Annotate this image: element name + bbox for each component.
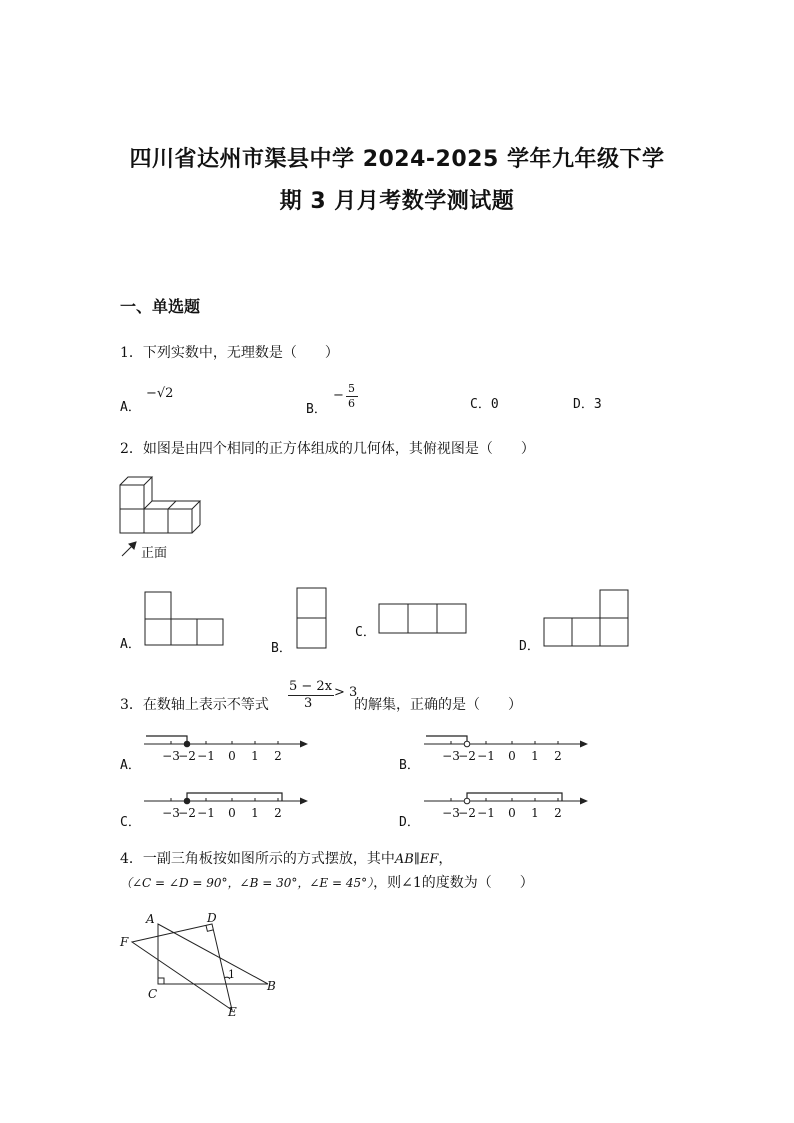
label-a: A — [146, 912, 155, 926]
q1-option-c-value: 0 — [490, 397, 499, 412]
q2-option-d-figure — [543, 589, 631, 649]
tick-label: −3 — [162, 806, 180, 820]
q3-option-c-letter: C． — [120, 815, 141, 830]
q1-option-b-sign: − — [333, 388, 344, 403]
q1-option-d-letter: D． — [573, 397, 594, 412]
solid-point — [184, 741, 190, 747]
tick-label: 0 — [508, 806, 516, 820]
page-title-line2: 期 3 月月考数学测试题 — [279, 189, 515, 214]
question-2-stem: 2．如图是由四个相同的正方体组成的几何体，其俯视图是（ ） — [120, 441, 535, 457]
label-f: F — [120, 935, 129, 949]
q1-option-d-value: 3 — [593, 397, 602, 412]
q3-option-b-number-line — [420, 730, 592, 766]
hollow-point — [464, 741, 470, 747]
tick-label: 2 — [554, 806, 562, 820]
q4-stem-ending: ，则∠1的度数为（ ） — [373, 875, 534, 891]
q1-option-b-denominator: 6 — [348, 397, 355, 410]
axis-arrow — [300, 741, 308, 748]
question-1-stem: 1．下列实数中，无理数是（ ） — [120, 345, 339, 361]
tick-label: −1 — [477, 806, 495, 820]
tick-label: 0 — [228, 806, 236, 820]
q2-option-c-letter: C． — [355, 625, 376, 640]
axis-arrow — [580, 741, 588, 748]
q3-option-a-number-line — [140, 730, 312, 766]
solid-point — [184, 798, 190, 804]
q3-inequality-rhs: > 3 — [334, 685, 358, 700]
q4-angle-conditions: （∠C = ∠D = 90°，∠B = 30°，∠E = 45°） — [120, 876, 374, 890]
q1-option-a-value: −√2 — [146, 386, 174, 401]
q1-option-c — [470, 393, 499, 412]
question-4-stem-line1 — [120, 848, 452, 868]
tick-label: −1 — [197, 806, 215, 820]
triangle-abc — [158, 924, 268, 984]
tick-label: −2 — [178, 749, 196, 763]
tick-label: −1 — [477, 749, 495, 763]
right-angle-c — [158, 978, 164, 984]
axis-arrow — [580, 798, 588, 805]
q3-fraction-numerator: 5 − 2x — [289, 679, 333, 694]
tick-label: 2 — [274, 806, 282, 820]
page-title-line1: 四川省达州市渠县中学 2024-2025 学年九年级下学 — [129, 147, 665, 172]
q1-option-d — [573, 393, 602, 412]
tick-label: −1 — [197, 749, 215, 763]
solution-ray — [426, 736, 467, 744]
q3-option-b-letter: B． — [399, 758, 420, 773]
tick-label: −3 — [442, 749, 460, 763]
solution-ray — [187, 793, 282, 801]
q1-option-c-letter: C． — [470, 397, 491, 412]
q2-option-b-letter: B． — [271, 641, 292, 656]
tick-label: −3 — [162, 749, 180, 763]
q2-option-c-figure — [378, 603, 470, 635]
tick-label: −3 — [442, 806, 460, 820]
solution-ray — [146, 736, 187, 744]
axis-arrow — [300, 798, 308, 805]
q3-option-a-letter: A． — [120, 758, 141, 773]
q2-option-a-letter: A． — [120, 637, 141, 652]
q1-option-b-numerator: 5 — [348, 382, 355, 395]
hollow-point — [464, 798, 470, 804]
question-3-stem-before: 3．在数轴上表示不等式 — [120, 697, 269, 713]
q1-option-b-fraction — [333, 382, 363, 412]
question-4-stem-line2 — [120, 872, 534, 892]
q2-front-label: 正面 — [141, 546, 168, 561]
q4-stem-text-before: 4．一副三角板按如图所示的方式摆放，其中 — [120, 851, 395, 867]
section-heading: 一、单选题 — [120, 297, 201, 316]
q4-stem-comma: ， — [438, 851, 453, 867]
question-3-stem-after: 的解集，正确的是（ ） — [354, 697, 522, 713]
q1-option-a-letter: A． — [120, 400, 141, 415]
q3-option-c-number-line — [140, 787, 312, 823]
q2-option-d-letter: D． — [519, 639, 540, 654]
label-d: D — [207, 911, 217, 925]
q1-option-b-letter: B． — [306, 402, 327, 417]
tick-label: 1 — [531, 749, 539, 763]
tick-label: 1 — [251, 749, 259, 763]
solution-ray — [467, 793, 562, 801]
tick-label: 0 — [508, 749, 516, 763]
tick-label: 0 — [228, 749, 236, 763]
q2-option-b-figure — [296, 587, 328, 649]
tick-label: 2 — [274, 749, 282, 763]
tick-label: 2 — [554, 749, 562, 763]
label-b: B — [267, 979, 276, 993]
tick-label: −2 — [458, 806, 476, 820]
q2-option-a-figure — [144, 591, 226, 647]
q3-fraction-denominator: 3 — [304, 696, 313, 711]
tick-label: 1 — [531, 806, 539, 820]
tick-label: 1 — [251, 806, 259, 820]
label-angle-1: 1 — [228, 968, 235, 981]
label-e: E — [228, 1005, 237, 1019]
q4-parallel-condition: AB∥EF — [394, 852, 439, 867]
q3-option-d-number-line — [420, 787, 592, 823]
q4-triangle-figure — [116, 906, 286, 1020]
q3-option-d-letter: D． — [399, 815, 420, 830]
tick-label: −2 — [178, 806, 196, 820]
tick-label: −2 — [458, 749, 476, 763]
label-c: C — [148, 987, 158, 1001]
